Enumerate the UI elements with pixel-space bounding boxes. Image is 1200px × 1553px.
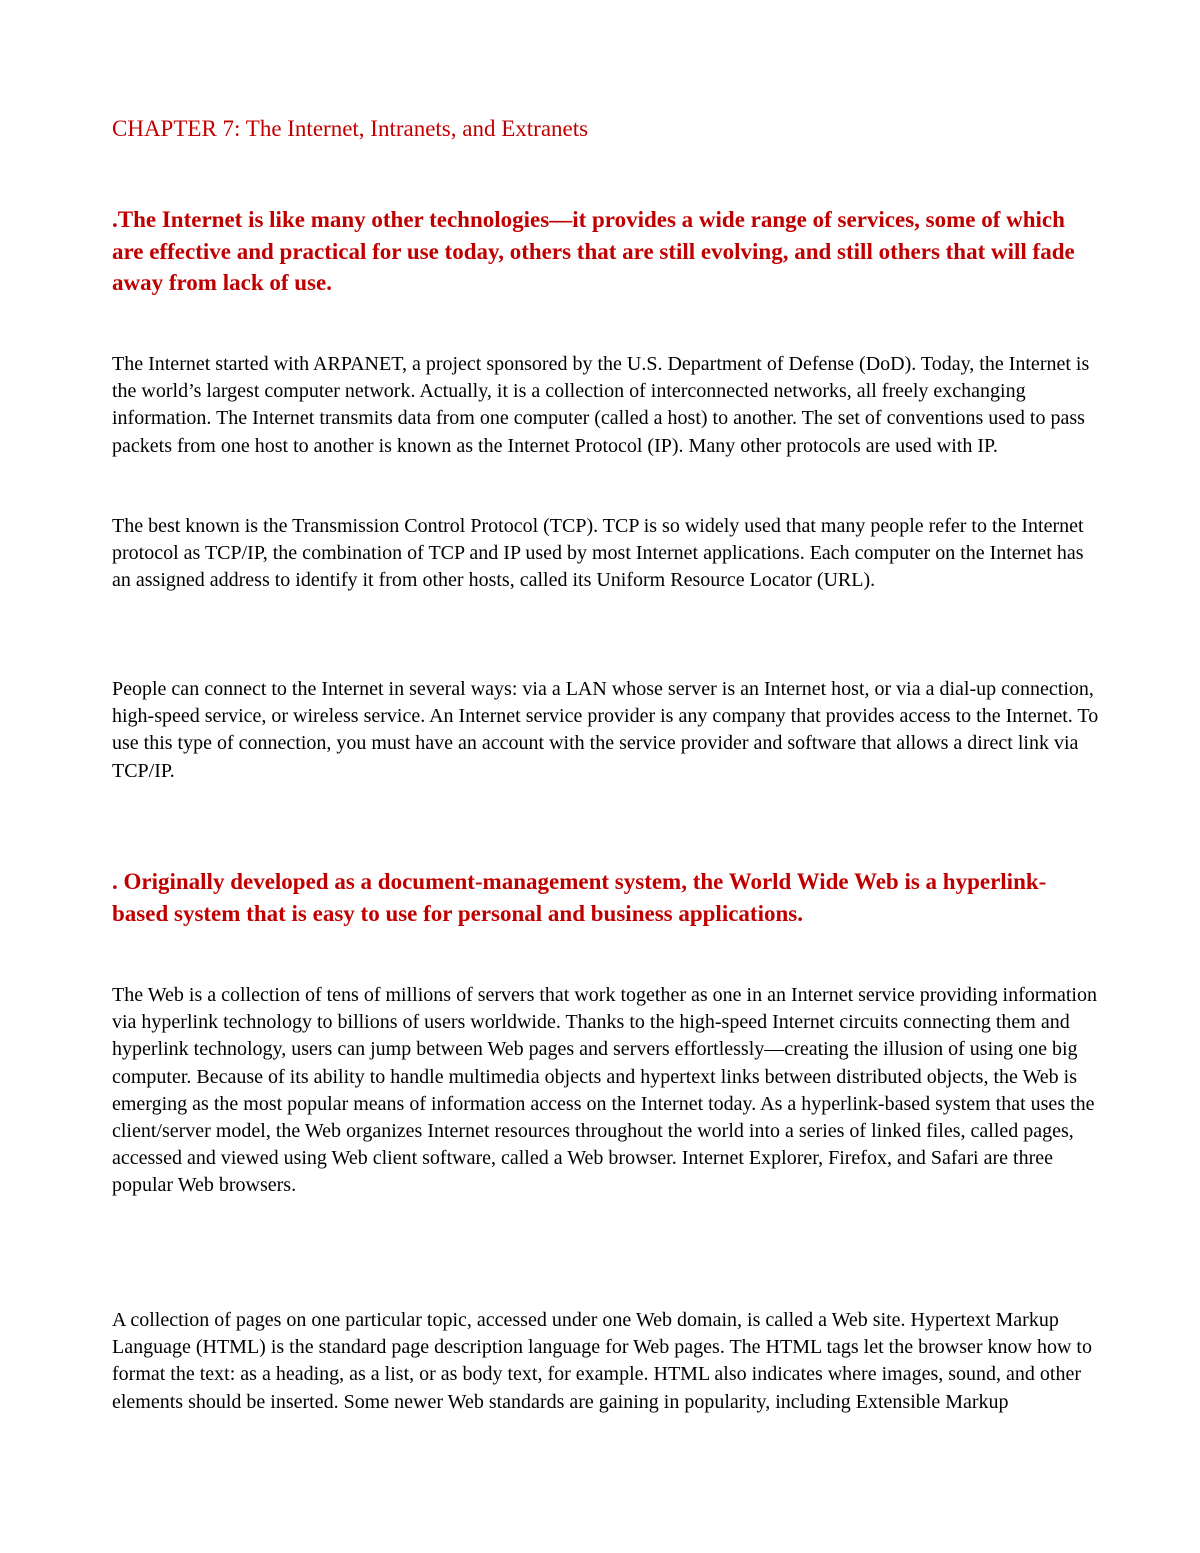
chapter-title: CHAPTER 7: The Internet, Intranets, and Extranets bbox=[112, 116, 589, 141]
paragraph-connect: People can connect to the Internet in several ways: via a LAN whose server is an Internet host, or via a dial-up connection, high-speed service, or wireless service. An Internet service provider is any company that provides access to the Internet. To use this type of connection, you must have an account with the service provider and software that allows a direct link via TCP/IP. bbox=[112, 678, 1099, 782]
paragraph-arpanet: The Internet started with ARPANET, a project sponsored by the U.S. Department of Defense (DoD). Today, the Internet is the world’s largest computer network. Actually, it is a collection of interconnected networks, all freely exchanging information. The Internet transmits data from one computer (called a host) to another. The set of conventions used to pass packets from one host to another is known as the Internet Protocol (IP). Many other protocols are used with IP. bbox=[112, 353, 1090, 457]
section-heading-www: . Originally developed as a document-management system, the World Wide Web is a hyperlink-based system that is easy to use for personal and business applications. bbox=[112, 869, 1047, 926]
section-heading-internet: .The Internet is like many other technologies—it provides a wide range of services, some of which are effective and practical for use today, others that are still evolving, and still others that will fade away from lack of use. bbox=[112, 207, 1075, 295]
paragraph-website: A collection of pages on one particular topic, accessed under one Web domain, is called a Web site. Hypertext Markup Language (HTML) is the standard page description language for Web pages. The HTML tags let the browser know how to format the text: as a heading, as a list, or as body text, for example. HTML also indicates where images, sound, and other elements should be inserted. Some newer Web standards are gaining in popularity, including Extensible Markup bbox=[112, 1309, 1092, 1413]
paragraph-web: The Web is a collection of tens of millions of servers that work together as one in an Internet service providing information via hyperlink technology to billions of users worldwide. Thanks to the high-speed Internet circuits connecting them and hyperlink technology, users can jump between Web pages and servers effortlessly—creating the illusion of using one big computer. Because of its ability to handle multimedia objects and hypertext links between distributed objects, the Web is emerging as the most popular means of information access on the Internet today. As a hyperlink-based system that uses the client/server model, the Web organizes Internet resources throughout the world into a series of linked files, called pages, accessed and viewed using Web client software, called a Web browser. Internet Explorer, Firefox, and Safari are three popular Web browsers. bbox=[112, 984, 1097, 1197]
paragraph-tcp: The best known is the Transmission Control Protocol (TCP). TCP is so widely used that many people refer to the Internet protocol as TCP/IP, the combination of TCP and IP used by most Internet applications. Each computer on the Internet has an assigned address to identify it from other hosts, called its Uniform Resource Locator (URL). bbox=[112, 515, 1084, 592]
